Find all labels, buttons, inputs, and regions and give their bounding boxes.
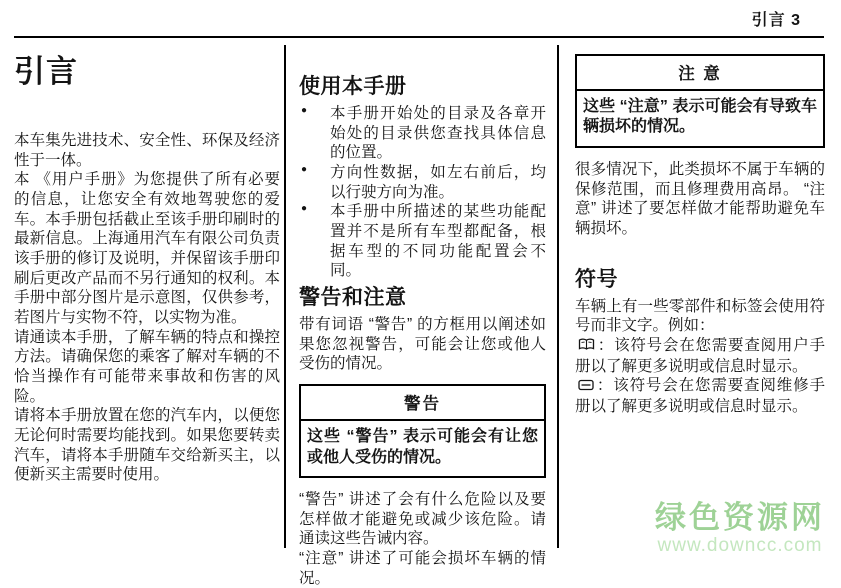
notice-box-body: 这些 “注意” 表示可能会有导致车辆损坏的情况。 — [577, 91, 823, 146]
symbols-intro: 车辆上有一些零部件和标签会使用符号而非文字。例如： — [575, 297, 825, 336]
symbol-item — [575, 376, 825, 416]
warning-box-title: 警告 — [301, 386, 544, 421]
symbol-item — [575, 336, 825, 376]
warning-explanation: “警告” 讲述了会有什么危险以及要怎样做才能避免或减少该危险。请通读这些告诫内容。 — [299, 490, 546, 549]
column-introduction — [14, 44, 280, 485]
header-rule — [14, 36, 824, 38]
notice-explanation: “注意” 讲述了可能会损坏车辆的情况。 — [299, 549, 546, 588]
watermark-url: www.downcc.com — [655, 535, 825, 557]
column-notice-symbols — [575, 44, 825, 417]
intro-paragraph: 本车集先进技术、安全性、环保及经济性于一体。 — [14, 131, 280, 170]
page-number: 3 — [791, 12, 801, 29]
section-heading-warnings-notices: 警告和注意 — [299, 281, 546, 311]
symbol-text: ：该符号会在您需要查阅用户手册以了解更多说明或信息时显示。 — [575, 337, 825, 375]
section-heading-symbols: 符号 — [575, 263, 825, 293]
usage-bullet-list — [299, 104, 546, 281]
page-header — [752, 7, 801, 30]
watermark-title: 绿色资源网 — [655, 501, 825, 535]
notice-box-title: 注 意 — [577, 56, 823, 91]
page-title: 引言 — [14, 46, 280, 91]
notice-paragraph: 很多情况下，此类损坏不属于车辆的保修范围，而且修理费用高昂。 “注意” 讲述了要怎样做才能帮助避免车辆损坏。 — [575, 160, 825, 239]
column-divider-left — [284, 45, 286, 548]
intro-paragraph: 本 《用户手册》为您提供了所有必要的信息，让您安全有效地驾驶您的爱车。本手册包括截止至该手册印刷时的最新信息。上海通用汽车有限公司负责该手册的修订及说明，并保留该手册印刷后更改产品而不另行通知的权利。本手册中部分图片是示意图，仅供参考，若图片与实物不符，以实物为准。 — [14, 170, 280, 327]
symbol-text: ：该符号会在您需要查阅维修手册以了解更多说明或信息时显示。 — [575, 377, 825, 415]
watermark — [655, 501, 825, 557]
open-book-icon — [578, 337, 595, 357]
warning-box — [299, 384, 546, 478]
warnings-intro: 带有词语 “警告” 的方框用以阐述如果您忽视警告，可能会让您或他人受伤的情况。 — [299, 315, 546, 374]
section-heading-usage: 使用本手册 — [299, 70, 546, 100]
column-divider-right — [557, 45, 559, 548]
bullet-item: ● 方向性数据，如左右前后，均以行驶方向为准。 — [299, 163, 546, 202]
bullet-item: ● 本手册中所描述的某些功能配置并不是所有车型都配备，根据车型的不同功能配置会不同。 — [299, 202, 546, 281]
service-manual-icon — [578, 377, 594, 397]
page-header-title: 引言 — [752, 12, 786, 29]
intro-paragraph: 请通读本手册，了解车辆的特点和操控方法。请确保您的乘客了解对车辆的不恰当操作有可能带来事故和伤害的风险。 — [14, 328, 280, 407]
column-usage-warnings — [299, 44, 546, 588]
intro-paragraph: 请将本手册放置在您的汽车内，以便您无论何时需要均能找到。如果您要转卖汽车，请将本手册随车交给新买主，以便新买主需要时使用。 — [14, 406, 280, 485]
bullet-item: ● 本手册开始处的目录及各章开始处的目录供您查找具体信息的位置。 — [299, 104, 546, 163]
warning-box-body: 这些 “警告” 表示可能会有让您或他人受伤的情况。 — [301, 421, 544, 476]
notice-box — [575, 54, 825, 148]
